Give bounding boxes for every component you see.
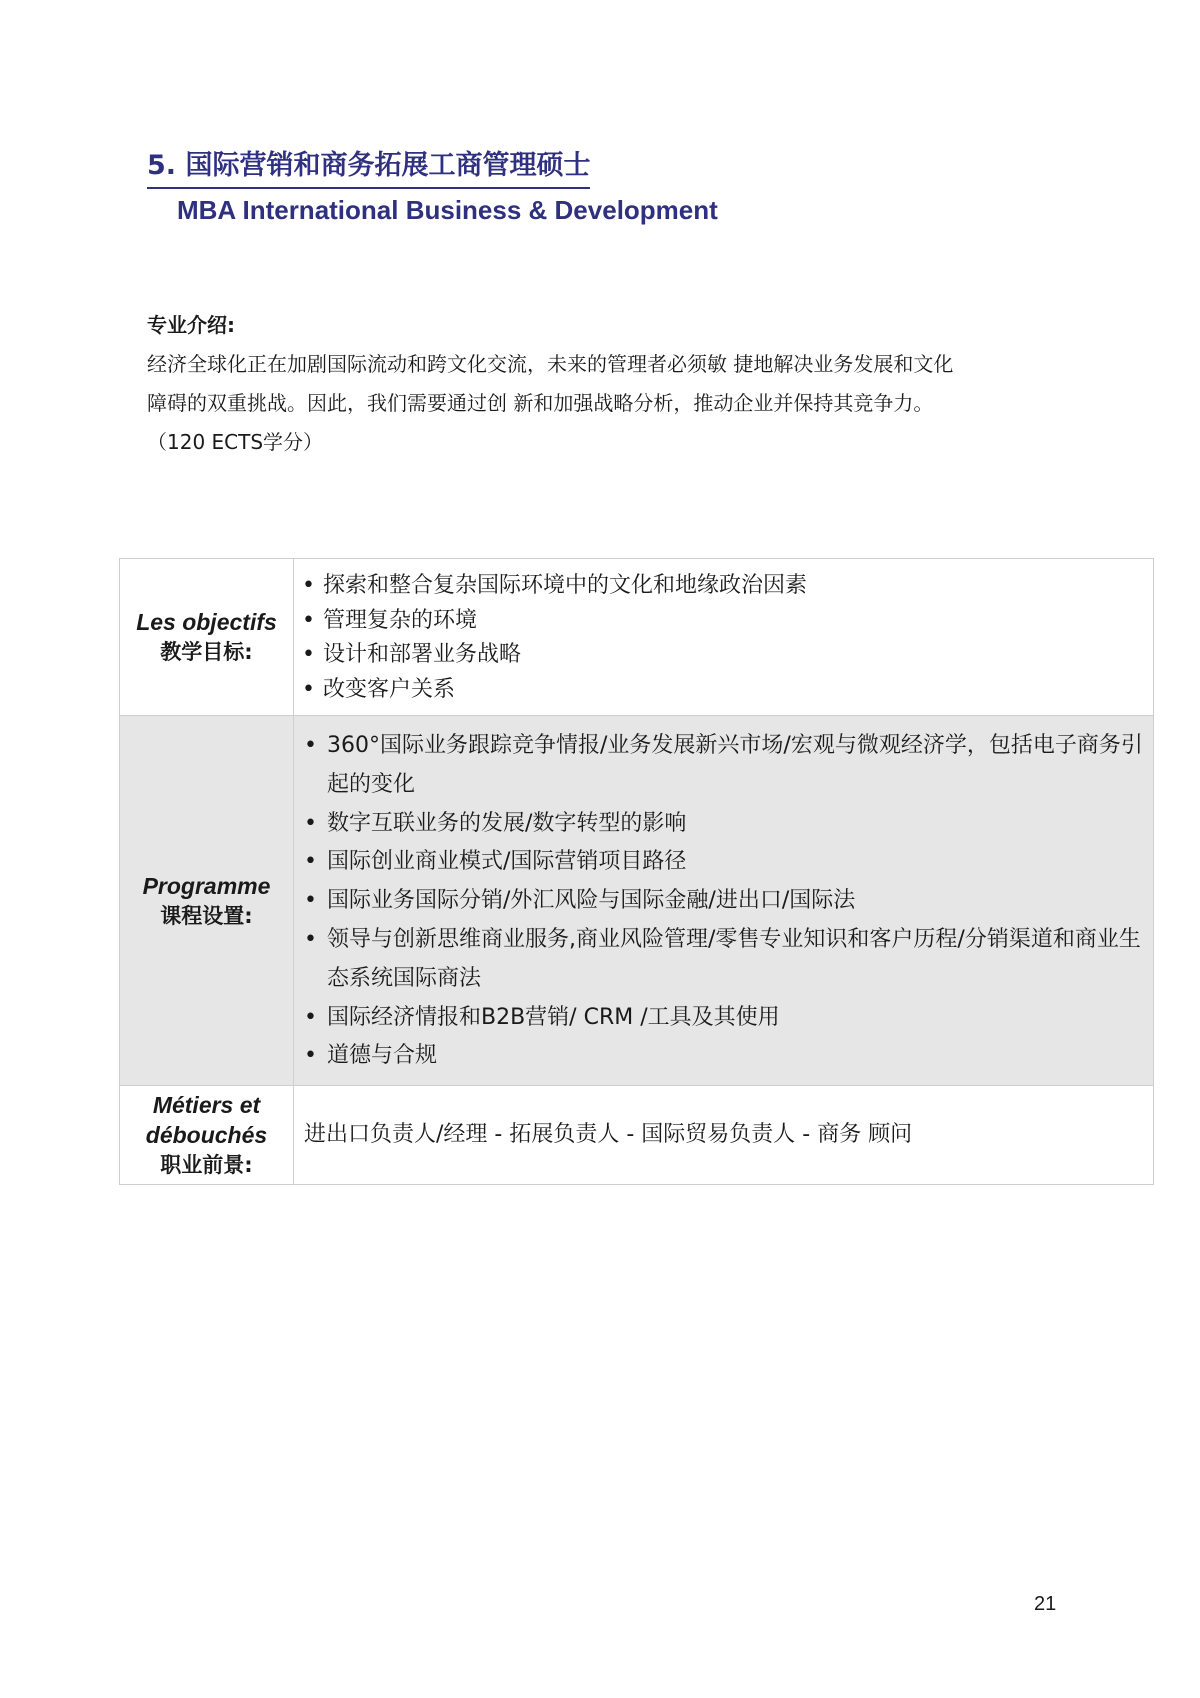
programme-label bbox=[120, 716, 294, 1086]
programme-item: • 数字互联业务的发展/数字转型的影响 bbox=[294, 805, 1145, 844]
programme-item: • 国际业务国际分销/外汇风险与国际金融/进出口/国际法 bbox=[294, 882, 1145, 921]
section-title-zh: 5. 国际营销和商务拓展工商管理硕士 bbox=[147, 148, 590, 189]
programme-row bbox=[120, 716, 1154, 1086]
programme-item: • 360°国际业务跟踪竞争情报/业务发展新兴市场/宏观与微观经济学，包括电子商务引起的变化 bbox=[294, 727, 1145, 805]
section-heading bbox=[147, 148, 718, 226]
programme-item: • 国际创业商业模式/国际营销项目路径 bbox=[294, 843, 1145, 882]
careers-label bbox=[120, 1086, 294, 1185]
objective-item: • 管理复杂的环境 bbox=[294, 604, 1145, 639]
objectives-row bbox=[120, 559, 1154, 716]
intro-line: 障碍的双重挑战。因此，我们需要通过创 新和加强战略分析，推动企业并保持其竞争力。 bbox=[147, 391, 934, 415]
careers-row bbox=[120, 1086, 1154, 1185]
objectives-label-zh: 教学目标: bbox=[160, 640, 253, 664]
objectives-label bbox=[120, 559, 294, 716]
program-info-table bbox=[119, 558, 1154, 1185]
careers-content: 进出口负责人/经理 - 拓展负责人 - 国际贸易负责人 - 商务 顾问 bbox=[294, 1086, 1154, 1185]
careers-label-fr: Métiers et bbox=[152, 1092, 261, 1119]
objective-item: • 改变客户关系 bbox=[294, 673, 1145, 708]
objectives-label-fr: Les objectifs bbox=[136, 609, 277, 635]
programme-content bbox=[294, 716, 1154, 1086]
programme-label-fr: Programme bbox=[142, 872, 271, 899]
careers-label-zh: 职业前景: bbox=[160, 1153, 253, 1178]
programme-item: • 道德与合规 bbox=[294, 1037, 1145, 1076]
programme-item: • 领导与创新思维商业服务,商业风险管理/零售专业知识和客户历程/分销渠道和商业生态系统国际商法 bbox=[294, 921, 1145, 999]
careers-label-fr: débouchés bbox=[145, 1122, 268, 1149]
intro-title: 专业介绍: bbox=[147, 313, 235, 337]
programme-label-zh: 课程设置: bbox=[160, 903, 253, 928]
intro-credits: （120 ECTS学分） bbox=[147, 430, 324, 454]
programme-item: • 国际经济情报和B2B营销/ CRM /工具及其使用 bbox=[294, 999, 1145, 1038]
program-introduction bbox=[147, 306, 1107, 462]
section-title-en: MBA International Business & Development bbox=[177, 195, 718, 225]
objective-item: • 探索和整合复杂国际环境中的文化和地缘政治因素 bbox=[294, 569, 1145, 604]
page-number: 21 bbox=[1034, 1593, 1057, 1615]
intro-line: 经济全球化正在加剧国际流动和跨文化交流，未来的管理者必须敏 捷地解决业务发展和文化 bbox=[147, 352, 954, 376]
objective-item: • 设计和部署业务战略 bbox=[294, 638, 1145, 673]
objectives-content bbox=[294, 559, 1154, 716]
